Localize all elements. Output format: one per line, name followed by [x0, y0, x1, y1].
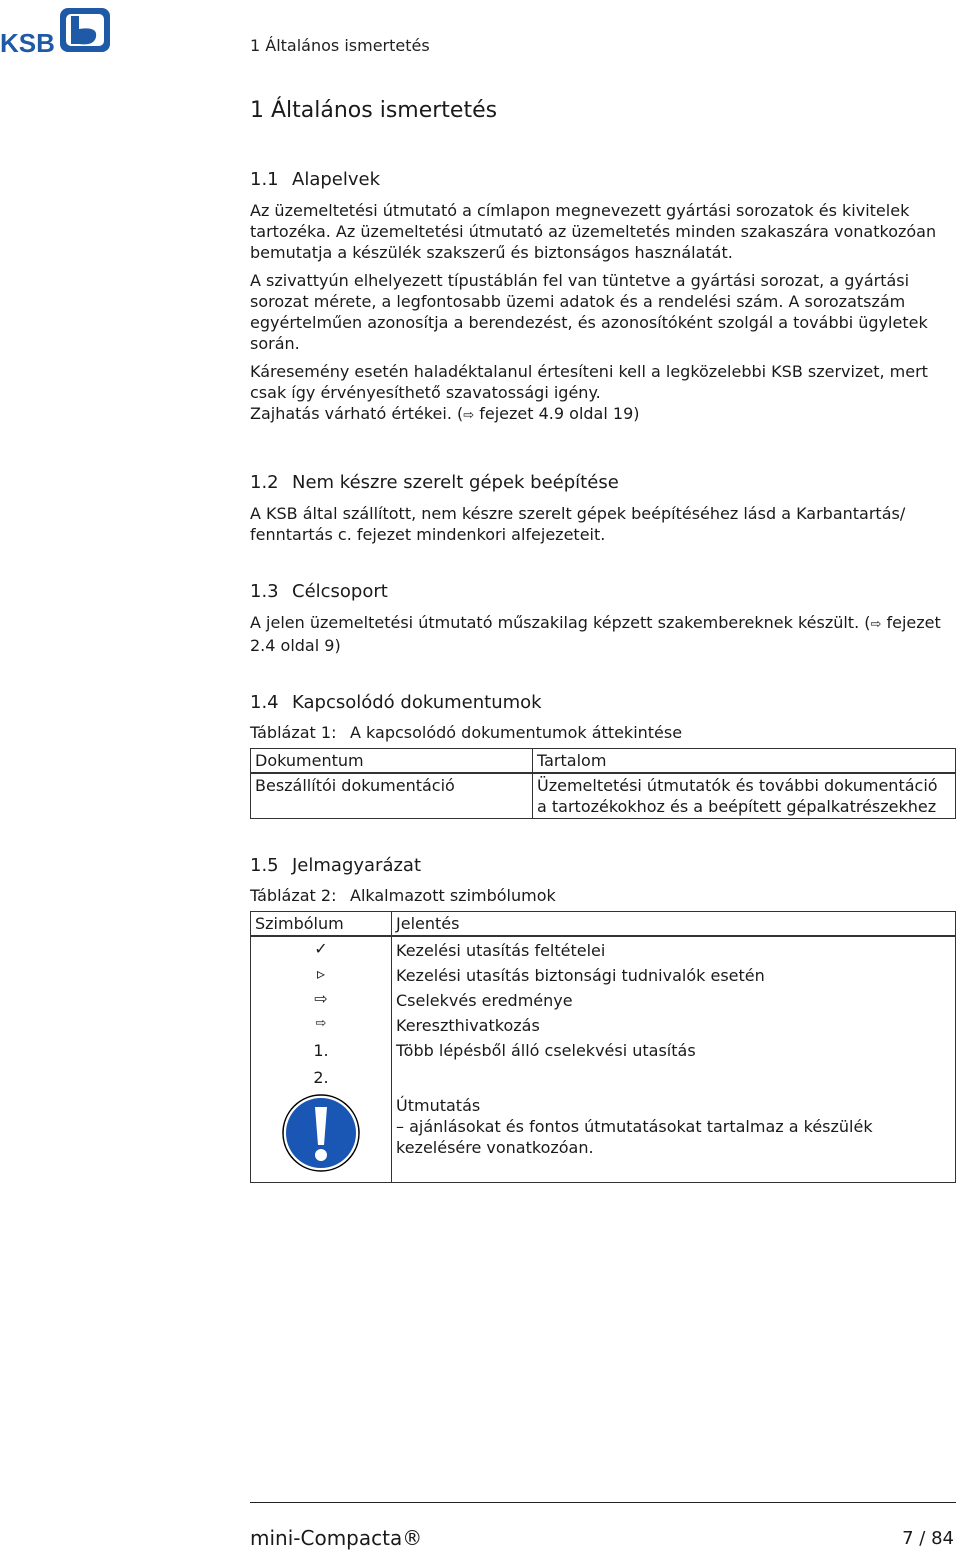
paragraph: A jelen üzemeltetési útmutató műszakilag képzett szakembereknek készült. (⇨ fejezet 2.4 oldal 9) [250, 613, 941, 655]
section-1-5 [250, 855, 956, 1183]
arrow-right-icon: ⇨ [251, 987, 392, 1012]
table-row [251, 936, 956, 962]
check-icon: ✓ [251, 936, 392, 962]
section-heading: 1.4 Kapcsolódó dokumentumok [250, 692, 542, 713]
paragraph: Káresemény esetén haladéktalanul értesíteni kell a legközelebbi KSB szervizet, mert csak így érvényesíthető szavatossági igény. [250, 362, 928, 402]
table-header-cell: Szimbólum [251, 912, 392, 937]
paragraph: A KSB által szállított, nem készre szerelt gépek beépítéséhez lásd a Karbantartás/ fenntartás c. fejezet mindenkori alfejezeteit. [250, 504, 906, 544]
table-header-cell: Tartalom [533, 749, 956, 774]
table-cell: Cselekvés eredménye [392, 987, 956, 1012]
note-symbol-cell [251, 1089, 392, 1183]
table-header-cell: Dokumentum [251, 749, 533, 774]
table-row [251, 987, 956, 1012]
cross-reference-icon[interactable]: ⇨ [870, 617, 882, 632]
section-1-4 [250, 692, 956, 819]
table-header-row [251, 912, 956, 937]
chapter-title: 1 Általános ismertetés [250, 98, 498, 123]
table-row [251, 1062, 956, 1089]
table-cell: Üzemeltetési útmutatók és további dokumentáció a tartozékokhoz és a beépített gépalkatrészekhez [533, 773, 956, 819]
table-cell: Kezelési utasítás biztonsági tudnivalók esetén [392, 962, 956, 987]
section-1-2 [250, 472, 956, 545]
table-row [251, 1012, 956, 1037]
symbols-table [250, 911, 956, 1183]
paragraph: Zajhatás várható értékei. (⇨ fejezet 4.9 oldal 19) [250, 404, 640, 423]
table-header-cell: Jelentés [392, 912, 956, 937]
cross-reference-icon[interactable]: ⇨ [463, 408, 475, 423]
step-number: 1. [251, 1037, 392, 1062]
paragraph: Az üzemeltetési útmutató a címlapon megnevezett gyártási sorozatok és kivitelek tartozéka. Az üzemeltetési útmutató az üzemeltetés minden szakaszára vonatkozóan bemutatja a készülék szakszerű és biztonságos használatát. [250, 201, 937, 262]
section-1-1 [250, 169, 956, 426]
section-heading: 1.2 Nem készre szerelt gépek beépítése [250, 472, 619, 493]
table-cell: Beszállítói dokumentáció [251, 773, 533, 819]
table-cell [392, 1062, 956, 1089]
cross-reference-link[interactable]: fejezet 2.4 oldal 9) [250, 613, 941, 655]
section-heading: 1.1 Alapelvek [250, 169, 380, 190]
page-content [250, 98, 956, 1219]
section-heading: 1.5 Jelmagyarázat [250, 855, 422, 876]
table-cell: Kezelési utasítás feltételei [392, 936, 956, 962]
table-row [251, 1037, 956, 1062]
section-1-3 [250, 581, 956, 656]
footer-page-number: 7 / 84 [902, 1528, 954, 1549]
running-head: 1 Általános ismertetés [250, 36, 430, 55]
note-text: – ajánlásokat és fontos útmutatásokat tartalmaz a készülék kezelésére vonatkozóan. [396, 1117, 873, 1157]
triangle-right-icon: ▹ [251, 962, 392, 987]
table-cell: Több lépésből álló cselekvési utasítás [392, 1037, 956, 1062]
exclamation-icon [281, 1093, 361, 1173]
step-number: 2. [251, 1062, 392, 1089]
cross-reference-link[interactable]: fejezet 4.9 oldal 19) [474, 404, 640, 423]
footer-divider [250, 1502, 956, 1503]
table-caption: Táblázat 1: A kapcsolódó dokumentumok áttekintése [250, 723, 683, 742]
table-row [251, 1089, 956, 1183]
table-caption: Táblázat 2: Alkalmazott szimbólumok [250, 886, 556, 905]
table-header-row [251, 749, 956, 774]
table-row [251, 773, 956, 819]
section-heading: 1.3 Célcsoport [250, 581, 388, 602]
note-title: Útmutatás [396, 1096, 481, 1115]
ksb-logo [0, 4, 118, 56]
arrow-right-icon: ⇨ [251, 1012, 392, 1037]
note-cell [392, 1089, 956, 1183]
documents-table [250, 748, 956, 819]
footer-product: mini-Compacta® [250, 1526, 423, 1550]
table-cell: Kereszthivatkozás [392, 1012, 956, 1037]
ksb-logo-text: KSB [0, 28, 55, 56]
table-row [251, 962, 956, 987]
paragraph: A szivattyún elhelyezett típustáblán fel van tüntetve a gyártási sorozat, a gyártási sorozat mérete, a legfontosabb üzemi adatok és a rendelési szám. A sorozatszám egyértelműen azonosítja a berendezést, és azonosítóként szolgál a további ügyletek során. [250, 271, 928, 353]
